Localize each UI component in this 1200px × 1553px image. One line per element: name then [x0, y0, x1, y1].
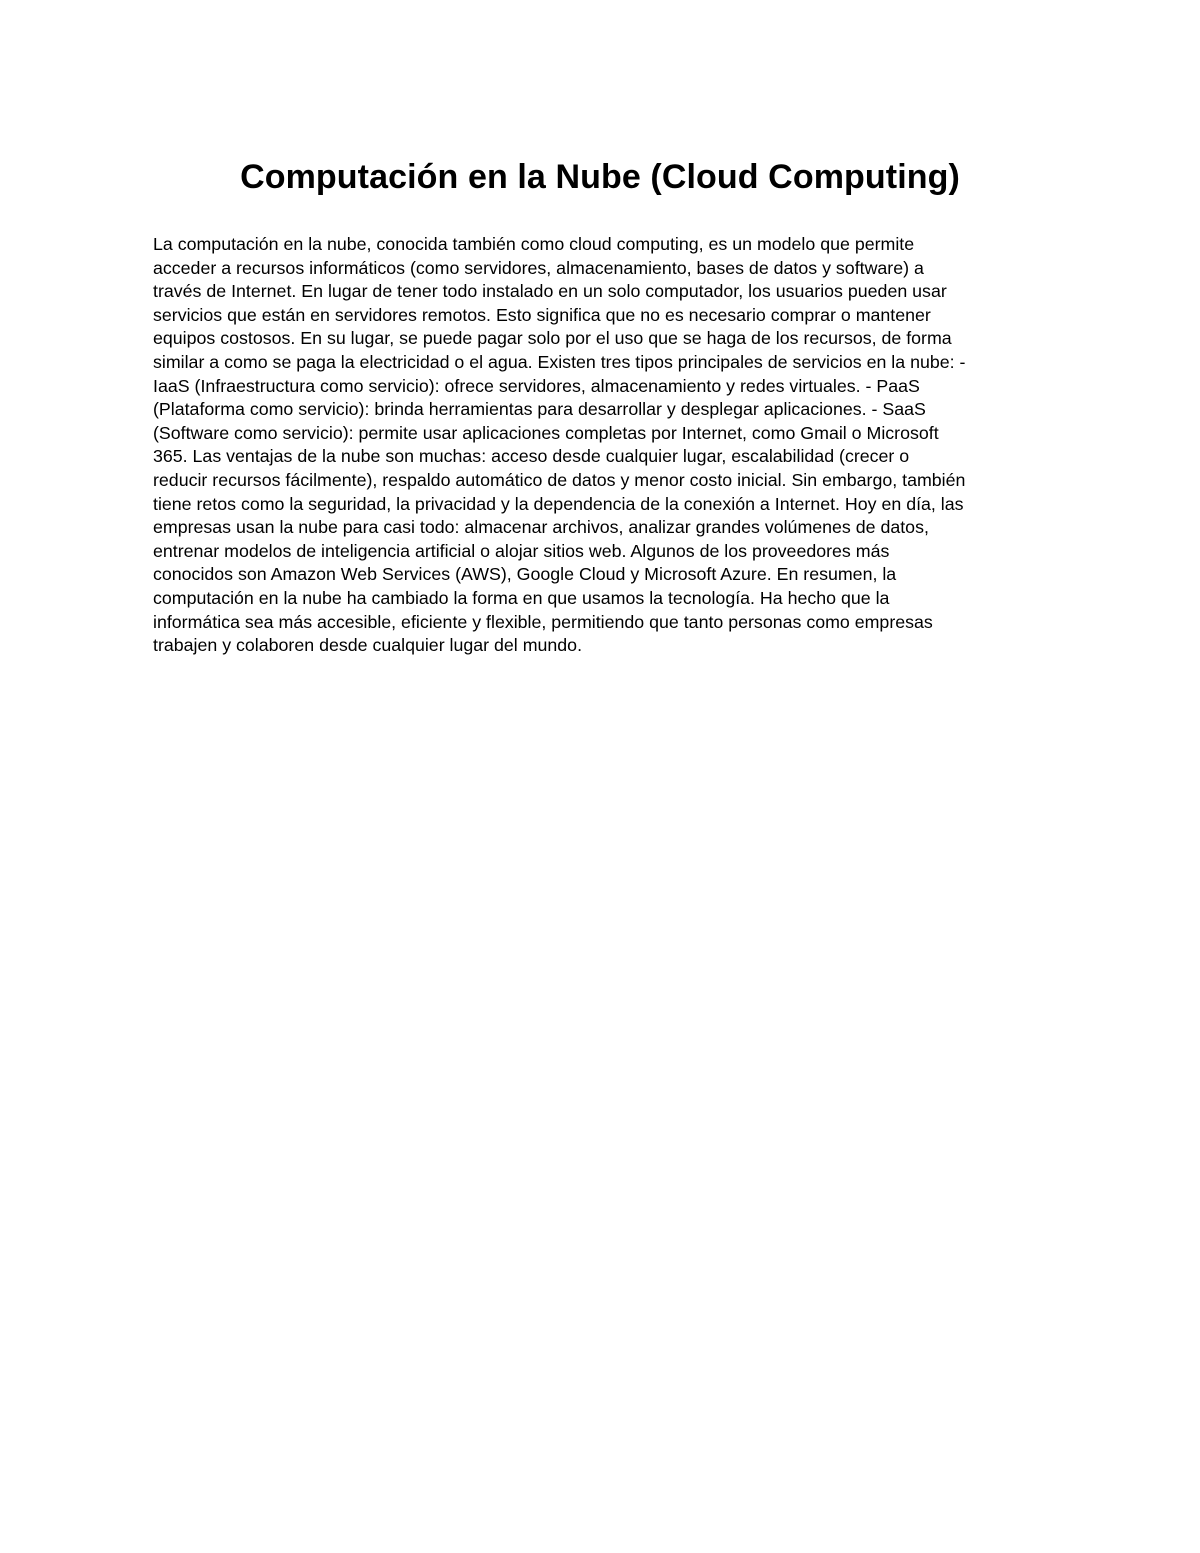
body-line: tiene retos como la seguridad, la privacidad y la dependencia de la conexión a Internet. Hoy en día, las: [153, 493, 964, 514]
body-line: IaaS (Infraestructura como servicio): ofrece servidores, almacenamiento y redes virtuales. - PaaS: [153, 375, 920, 396]
body-line: reducir recursos fácilmente), respaldo automático de datos y menor costo inicial. Sin embargo, también: [153, 469, 966, 490]
body-line: (Plataforma como servicio): brinda herramientas para desarrollar y desplegar aplicaciones. - SaaS: [153, 399, 926, 420]
document-title: Computación en la Nube (Cloud Computing): [240, 158, 960, 196]
body-line: La computación en la nube, conocida también como cloud computing, es un modelo que permite: [153, 234, 915, 254]
body-line: servicios que están en servidores remotos. Esto significa que no es necesario comprar o mantener: [153, 304, 931, 325]
body-line: conocidos son Amazon Web Services (AWS), Google Cloud y Microsoft Azure. En resumen, la: [153, 564, 897, 585]
body-line: computación en la nube ha cambiado la forma en que usamos la tecnología. Ha hecho que la: [153, 587, 890, 608]
document-body: [153, 233, 1053, 658]
body-line: equipos costosos. En su lugar, se puede pagar solo por el uso que se haga de los recursos, de forma: [153, 328, 952, 349]
body-line: empresas usan la nube para casi todo: almacenar archivos, analizar grandes volúmenes de datos,: [153, 517, 929, 538]
body-line: similar a como se paga la electricidad o el agua. Existen tres tipos principales de servicios en la nube: -: [153, 351, 966, 372]
body-line: (Software como servicio): permite usar aplicaciones completas por Internet, como Gmail o Microsoft: [153, 422, 939, 443]
body-line: entrenar modelos de inteligencia artificial o alojar sitios web. Algunos de los proveedores más: [153, 540, 890, 561]
body-line: informática sea más accesible, eficiente y flexible, permitiendo que tanto personas como empresas: [153, 611, 933, 632]
body-line: través de Internet. En lugar de tener todo instalado en un solo computador, los usuarios pueden usar: [153, 281, 947, 302]
body-line: acceder a recursos informáticos (como servidores, almacenamiento, bases de datos y software) a: [153, 257, 924, 278]
body-line: trabajen y colaboren desde cualquier lugar del mundo.: [153, 635, 583, 656]
body-line: 365. Las ventajas de la nube son muchas: acceso desde cualquier lugar, escalabilidad (crecer o: [153, 446, 910, 467]
